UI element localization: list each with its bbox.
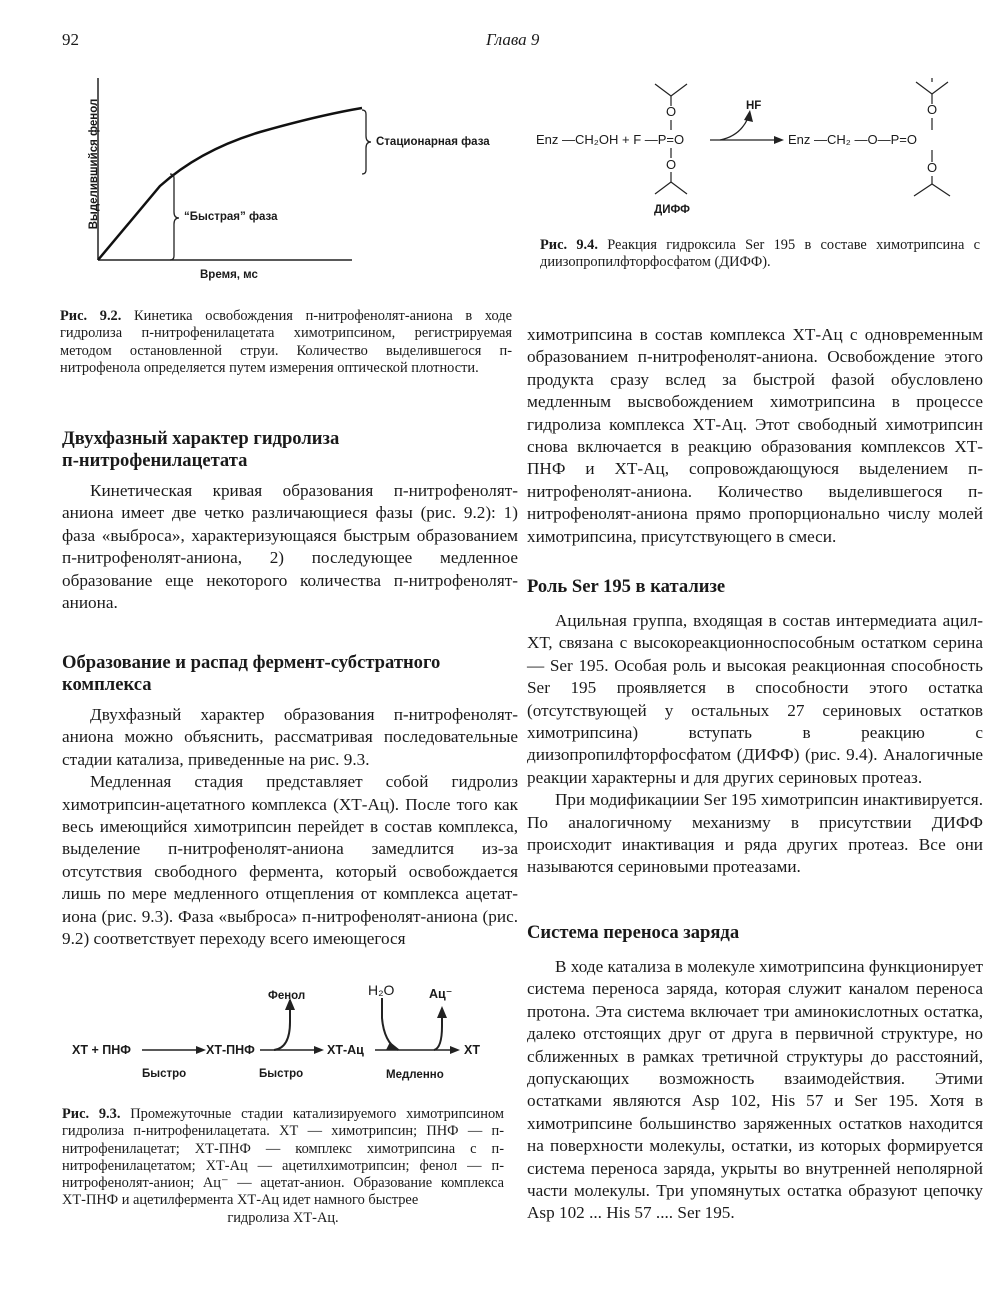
hf-byproduct: HF xyxy=(746,100,762,112)
caption-text: Промежуточные стадии катализируемого химотрипсином гидролиза п-нитрофенилацетата. ХТ — химотрипсин; ПНФ — п-нитрофенилацетат; ХТ-ПНФ — комплекс химотрипсина с п-нитрофенилацетатом; ХТ-Ац — ацетилхимотрипсин; фенол — п-нитрофенолят-анион; Ац⁻ — ацетат-анион. Образование комплекса ХТ-ПНФ и ацетилфермента ХТ-Ац идет намного быстрее xyxy=(62,1106,504,1209)
fast-phase-label: “Быстрая” фаза xyxy=(184,211,278,223)
product xyxy=(788,132,917,147)
enzyme-ch2oh: Enz —CH₂OH xyxy=(536,132,619,147)
section-biphasic xyxy=(62,428,518,614)
paragraph: химотрипсина в состав комплекса ХТ-Ац с одновременным образованием п-нитрофенолят-аниона. Освобождение этого продукта сразу вслед за быстрой фазой обусловлено медленным высвобождением химотрипсина в процессе гидролиза комплекса ХТ-Ац. Этот свободный химотрипсин снова включается в реакцию образования комплексов ХТ-ПНФ и ХТ-Ац, сопровождающуюся выделением п-нитрофенолят-аниона. Количество выделившегося п-нитрофенолят-аниона прямо пропорционально числу молей химотрипсина, присутствующего в смеси. xyxy=(527,325,983,546)
start-reactants: ХТ + ПНФ xyxy=(72,1043,131,1057)
caption-label: Рис. 9.2. xyxy=(60,308,122,324)
acetate-anion: Ац⁻ xyxy=(429,987,453,1001)
caption-label: Рис. 9.4. xyxy=(540,237,598,253)
caption-text: Кинетика освобождения п-нитрофенолят-аниона в ходе гидролиза п-нитрофенилацетата химотрипсином, регистрируемая методом остановленной струи. Количество выделившегося п-нитрофенола определяется путем измерения оптической плотности. xyxy=(60,308,512,376)
section-title: Образование и распад фермент-субстратного комплекса xyxy=(62,652,441,695)
section-ser195 xyxy=(527,576,983,879)
figure-9-3-caption xyxy=(62,1106,504,1227)
xt-pnf-complex: ХТ-ПНФ xyxy=(206,1043,255,1057)
section-title: Роль Ser 195 в катализе xyxy=(527,576,726,597)
caption-label: Рис. 9.3. xyxy=(62,1106,121,1122)
free-chymotrypsin: ХТ xyxy=(464,1043,480,1057)
paragraph: При модификациии Ser 195 химотрипсин инактивируется. По аналогичному механизму в присутствии ДИФФ происходит инактивация и ряда других протеаз. Все они называются сериновыми протеазами. xyxy=(527,790,983,877)
xt-ac-complex: ХТ-Ац xyxy=(327,1043,364,1057)
paragraph: Ацильная группа, входящая в состав интермедиата ацил-ХТ, связана с высокореакционноспособным остатком серина — Ser 195. Особая роль и высокая реакционная способность Ser 195 проявляется в способности этого остатка (отсутствующей у остальных 27 сериновых остатков химотрипсина) вступать в реакцию с диизопропилфторфосфатом (ДИФФ) (рис. 9.4). Аналогичные реакции характерны и для других сериновых протеаз. xyxy=(527,611,983,787)
section-complex xyxy=(62,652,518,950)
section-complex-continued xyxy=(527,324,983,548)
figure-9-2 xyxy=(60,70,520,295)
y-axis-label: Выделившийся фенол xyxy=(88,98,100,230)
section-title: Двухфазный характер гидролиза п-нитрофенилацетата xyxy=(62,428,340,471)
figure-9-4 xyxy=(536,78,990,228)
step1-rate: Быстро xyxy=(142,1068,187,1080)
step3-rate: Медленно xyxy=(386,1069,444,1081)
top-oxygen: O xyxy=(666,104,677,119)
diff-label: ДИФФ xyxy=(654,204,690,216)
phosphoryl-group: —P=O xyxy=(644,132,685,147)
paragraph: Кинетическая кривая образования п-нитрофенолят-аниона имеет две четко различающиеся фазы (рис. 9.2): 1) фаза «выброса», характеризующаяся быстрым образованием п-нитрофенолят-аниона, 2) последующее медленное образование еще некоторого количества п-нитрофенолят-аниона. xyxy=(62,481,518,613)
enzyme-ch2: Enz —CH₂ xyxy=(788,132,851,147)
figure-9-4-caption xyxy=(540,237,980,272)
product-bottom-oxygen: O xyxy=(927,160,938,175)
reactants xyxy=(536,132,684,147)
running-head: Глава 9 xyxy=(486,30,540,49)
section-title: Система переноса заряда xyxy=(527,922,740,943)
bottom-oxygen: O xyxy=(666,157,677,172)
paragraph: Двухфазный характер образования п-нитрофенолят-аниона можно объяснить, рассматривая последовательные стадии катализа, приведенные на рис. 9.3. xyxy=(62,705,518,769)
step2-rate: Быстро xyxy=(259,1068,304,1080)
paragraph: Медленная стадия представляет собой гидролиз химотрипсин-ацетатного комплекса (ХТ-Ац). После того как весь имеющийся химотрипсин перейдет в состав комплекса, выделение п-нитрофенолят-аниона замедлится из-за отсутствия свободного фермента, который освобождается лишь по мере медленного отщепления от комплекса ацетат-иона (рис. 9.3). Фаза «выброса» п-нитрофенолят-аниона (рис. 9.2) соответствует переходу всего имеющегося xyxy=(62,772,518,949)
phenol-product: Фенол xyxy=(268,990,306,1002)
figure-9-3 xyxy=(72,982,512,1082)
figure-9-2-caption xyxy=(60,308,512,377)
paragraph: В ходе катализа в молекуле химотрипсина функционирует система переноса заряда, которая служит каналом переноса протона. Эта система включает три аминокислотных остатка, далеко отстоящих друг от друга в первичной структуре, но сближенных в рамках третичной структуры до расстояний, допускающих возможность взаимодействия. Этими остатками являются Asp 102, His 57 и Ser 195. Хотя в химотрипсине большинство заряженных остатков находится на поверхности молекулы, остатки, из которых формируется система переноса заряда, укрыты во внутренней неполярной части молекулы. Три упомянутых остатка образуют цепочку Asp 102 ... His 57 .... Ser 195. xyxy=(527,957,983,1223)
caption-last-line: гидролиза ХТ-Ац. xyxy=(227,1209,339,1226)
x-axis-label: Время, мс xyxy=(200,269,258,281)
plus-sign: + xyxy=(621,132,630,147)
fluorine: F xyxy=(633,132,642,147)
section-charge-relay xyxy=(527,922,983,1225)
kinetic-curve-plot xyxy=(60,70,520,295)
product-top-oxygen: O xyxy=(927,102,938,117)
phosphate-ester: —O—P=O xyxy=(854,132,917,147)
water: H₂O xyxy=(368,982,395,998)
steady-phase-label: Стационарная фаза xyxy=(376,136,490,148)
caption-text: Реакция гидроксила Ser 195 в составе химотрипсина с диизопропилфторфосфатом (ДИФФ). xyxy=(540,237,980,271)
page-number: 92 xyxy=(62,30,79,49)
diff-reaction-scheme xyxy=(540,78,990,228)
